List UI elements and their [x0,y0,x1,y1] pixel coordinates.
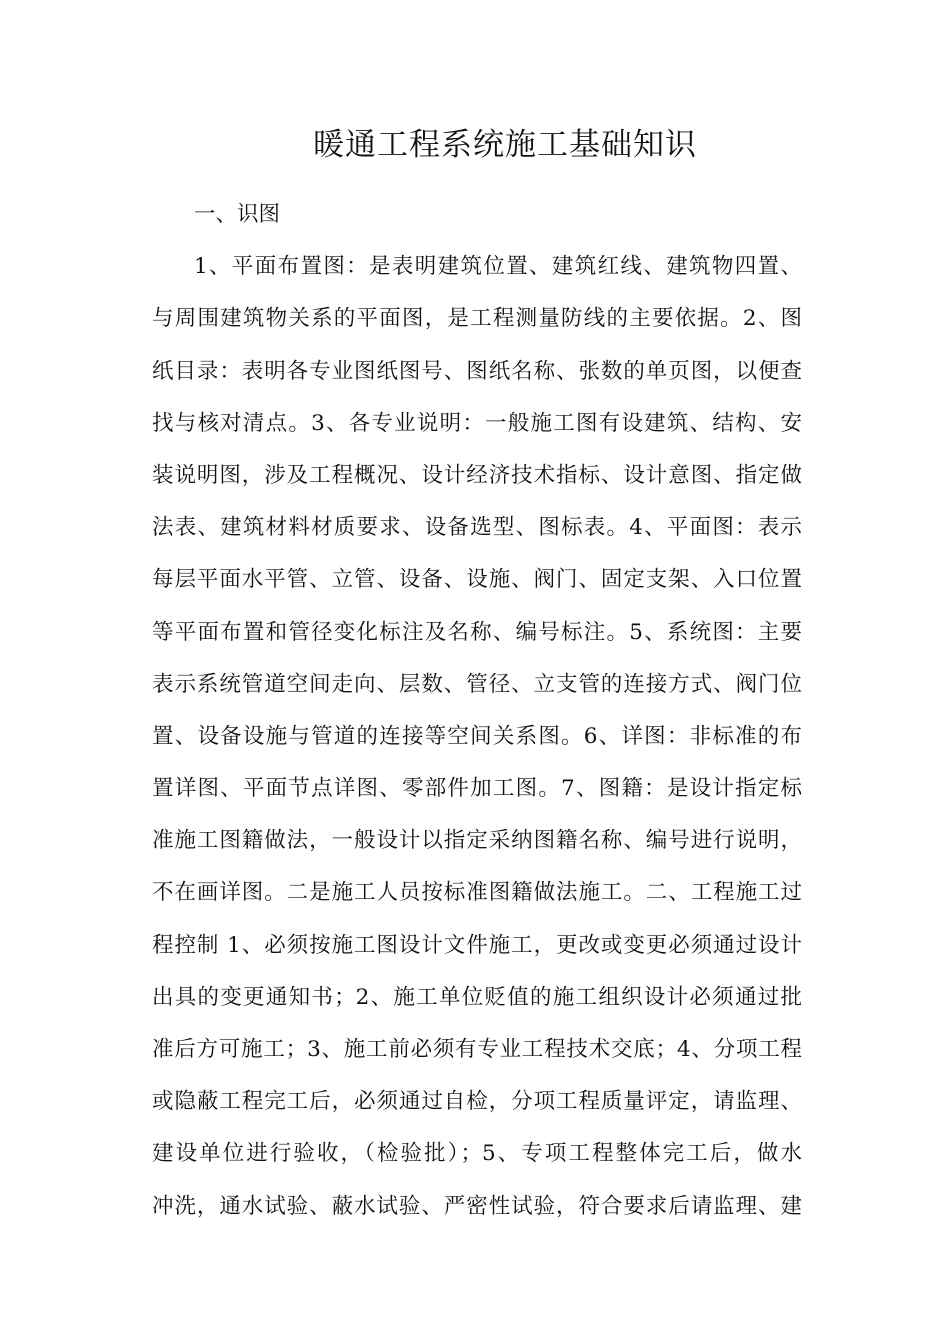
paragraph-line: 出具的变更通知书；2、施工单位贬值的施工组织设计必须通过批 [152,984,802,1010]
paragraph-line: 或隐蔽工程完工后，必须通过自检，分项工程质量评定，请监理、 [152,1089,802,1115]
page-title: 暖通工程系统施工基础知识 [313,127,697,163]
paragraph-line: 装说明图，涉及工程概况、设计经济技术指标、设计意图、指定做 [152,462,802,488]
paragraph-line: 准施工图籍做法，一般设计以指定采纳图籍名称、编号进行说明， [152,828,802,854]
paragraph-line: 纸目录：表明各专业图纸图号、图纸名称、张数的单页图，以便查 [152,358,802,384]
paragraph-line: 不在画详图。二是施工人员按标准图籍做法施工。二、工程施工过 [152,880,802,906]
paragraph-line: 冲洗，通水试验、蔽水试验、严密性试验，符合要求后请监理、建 [152,1193,802,1219]
paragraph-line: 找与核对清点。3、各专业说明：一般施工图有设建筑、结构、安 [152,410,802,436]
paragraph-line: 表示系统管道空间走向、层数、管径、立支管的连接方式、阀门位 [152,671,802,697]
paragraph-line: 1、平面布置图：是表明建筑位置、建筑红线、建筑物四置、 [194,254,802,280]
paragraph-line: 置、设备设施与管道的连接等空间关系图。6、详图：非标准的布 [152,723,802,749]
paragraph-line: 建设单位进行验收，（检验批）；5、专项工程整体完工后，做水 [152,1141,802,1167]
body-text [152,197,802,1241]
paragraph-line: 法表、建筑材料材质要求、设备选型、图标表。4、平面图：表示 [152,515,802,541]
paragraph-line: 与周围建筑物关系的平面图，是工程测量防线的主要依据。2、图 [152,306,802,332]
paragraph-line: 程控制 1、必须按施工图设计文件施工，更改或变更必须通过设计 [152,932,802,958]
paragraph-line: 每层平面水平管、立管、设备、设施、阀门、固定支架、入口位置 [152,567,802,593]
paragraph-line: 置详图、平面节点详图、零部件加工图。7、图籍：是设计指定标 [152,776,802,802]
section-heading: 一、识图 [194,202,281,227]
paragraph-line: 等平面布置和管径变化标注及名称、编号标注。5、系统图：主要 [152,619,802,645]
paragraph-line: 准后方可施工；3、施工前必须有专业工程技术交底；4、分项工程 [152,1037,802,1062]
